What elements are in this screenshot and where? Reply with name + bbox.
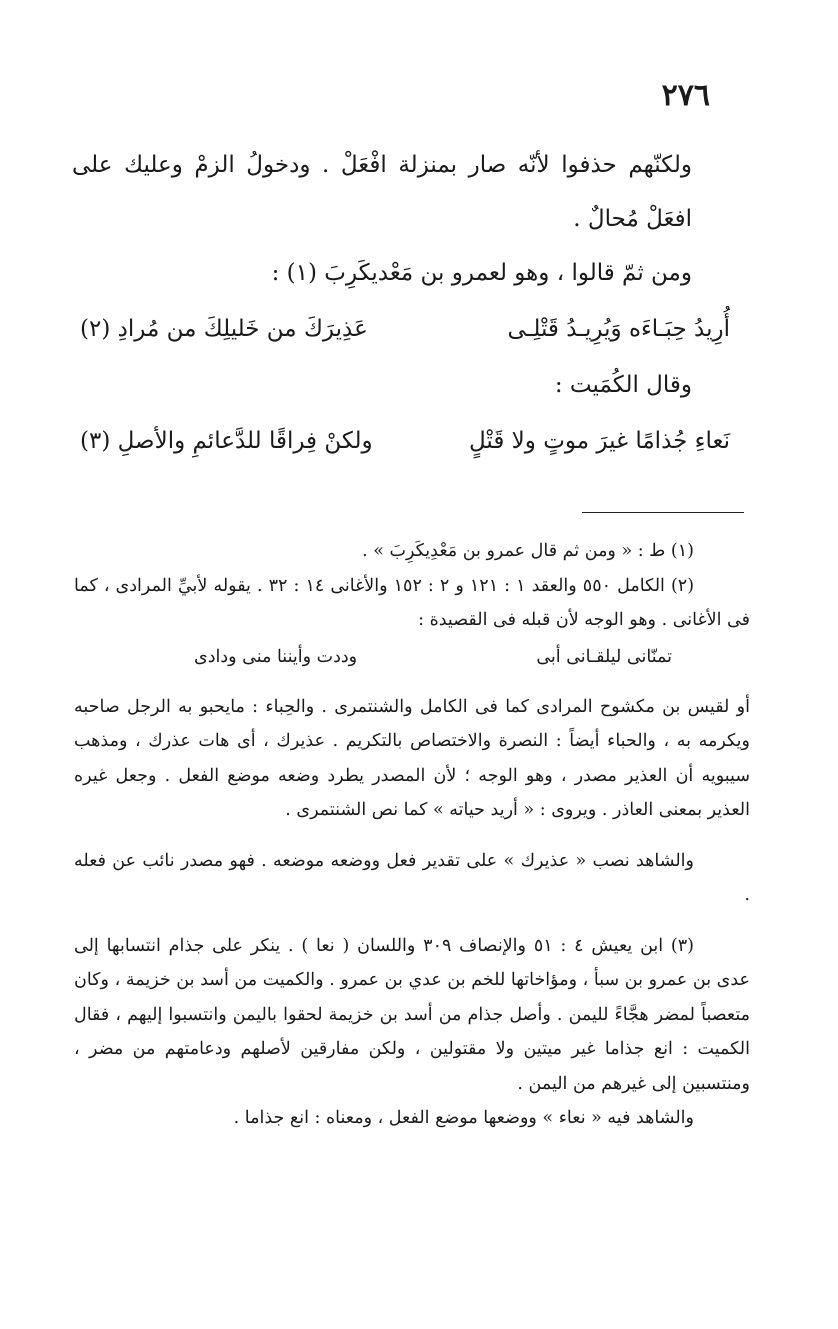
verse-line — [72, 300, 752, 358]
footnote-1: (١) ط : « ومن ثم قال عمرو بن مَعْدِيكَرِبَ » . — [362, 541, 694, 561]
verse-second-hemistich: ولكنْ فِراقًا للدَّعائمِ والأصلِ (٣) — [80, 428, 373, 454]
footnote-3: (٣) ابن يعيش ٤ : ٥١ والإنصاف ٣٠٩ واللسان ( نعا ) . ينكر على جذام انتسابها إلى عدى بن عمرو بن سبأ ، ومؤاخاتها للخم بن عدي بن عمرو . والكميت من أسد بن خزيمة ، وكان متعصباً لمضر هجَّاءً لليمن . وأصل جذام من أسد بن خزيمة لحقوا باليمن وانتسبوا إليهم ، فقال الكميت : انع جذاما غير ميتين ولا مقتولين ، ولكن مفارقين لأصلهم ودعامتهم من مضر ، ومنتسبين إلى غيرهم من اليمن . — [74, 935, 750, 1094]
footnote-3-shahid: والشاهد فيه « نعاء » ووضعها موضع الفعل ، ومعناه : انع جذاما . — [233, 1108, 694, 1128]
paragraph: وقال الكُمَيت : — [554, 372, 692, 398]
verse-line — [72, 412, 752, 470]
footnote-2: (٢) الكامل ٥٥٠ والعقد ١ : ١٢١ و ٢ : ١٥٢ والأغانى ١٤ : ٣٢ . يقوله لأبيِّ المرادى ، كما فى الأغانى . وهو الوجه لأن قبله فى القصيدة : — [74, 575, 750, 630]
verse-second-hemistich: عَذِيرَكَ من خَليلِكَ من مُرادِ (٢) — [80, 316, 368, 342]
page-number: ٢٧٦ — [661, 78, 710, 113]
paragraph: ولكنّهم حذفوا لأنّه صار بمنزلة افْعَلْ . ودخولُ الزمْ وعليك على افعَلْ مُحالٌ . — [72, 152, 692, 232]
footnote-verse-first: تمنّانى ليلقـانى أبى — [536, 646, 672, 667]
verse-first-hemistich: نَعاءِ جُذامًا غيرَ موتٍ ولا قَتْلٍ — [469, 428, 730, 454]
verse-first-hemistich: أُرِيدُ حِبَـاءَه وَيُرِيـدُ قَتْلِـى — [507, 316, 730, 342]
footnote-verse — [74, 638, 750, 676]
footnotes — [74, 534, 750, 1136]
main-text — [72, 138, 752, 470]
footnote-separator — [582, 512, 744, 513]
paragraph: ومن ثمّ قالوا ، وهو لعمرو بن مَعْديكَرِبَ (١) : — [271, 260, 692, 286]
footnote-2-continuation: أو لقيس بن مكشوح المرادى كما فى الكامل والشنتمرى . والحِباء : مايحبو به الرجل صاحبه ويكرمه به ، والحباء أيضاً : النصرة والاختصاص بالتكريم . عذيرك ، أى هات عذرك ، ومذهب سيبويه أن العذير مصدر ، وهو الوجه ؛ لأن المصدر يطرد وضعه موضع الفعل . وجعل غيره العذير بمعنى العاذر . ويروى : « أريد حياته » كما نص الشنتمرى . — [74, 696, 750, 820]
footnote-2-shahid: والشاهد نصب « عذيرك » على تقدير فعل ووضعه موضعه . فهو مصدر نائب عن فعله . — [74, 850, 750, 905]
footnote-verse-second: وددت وأيننا منى ودادى — [194, 646, 358, 667]
